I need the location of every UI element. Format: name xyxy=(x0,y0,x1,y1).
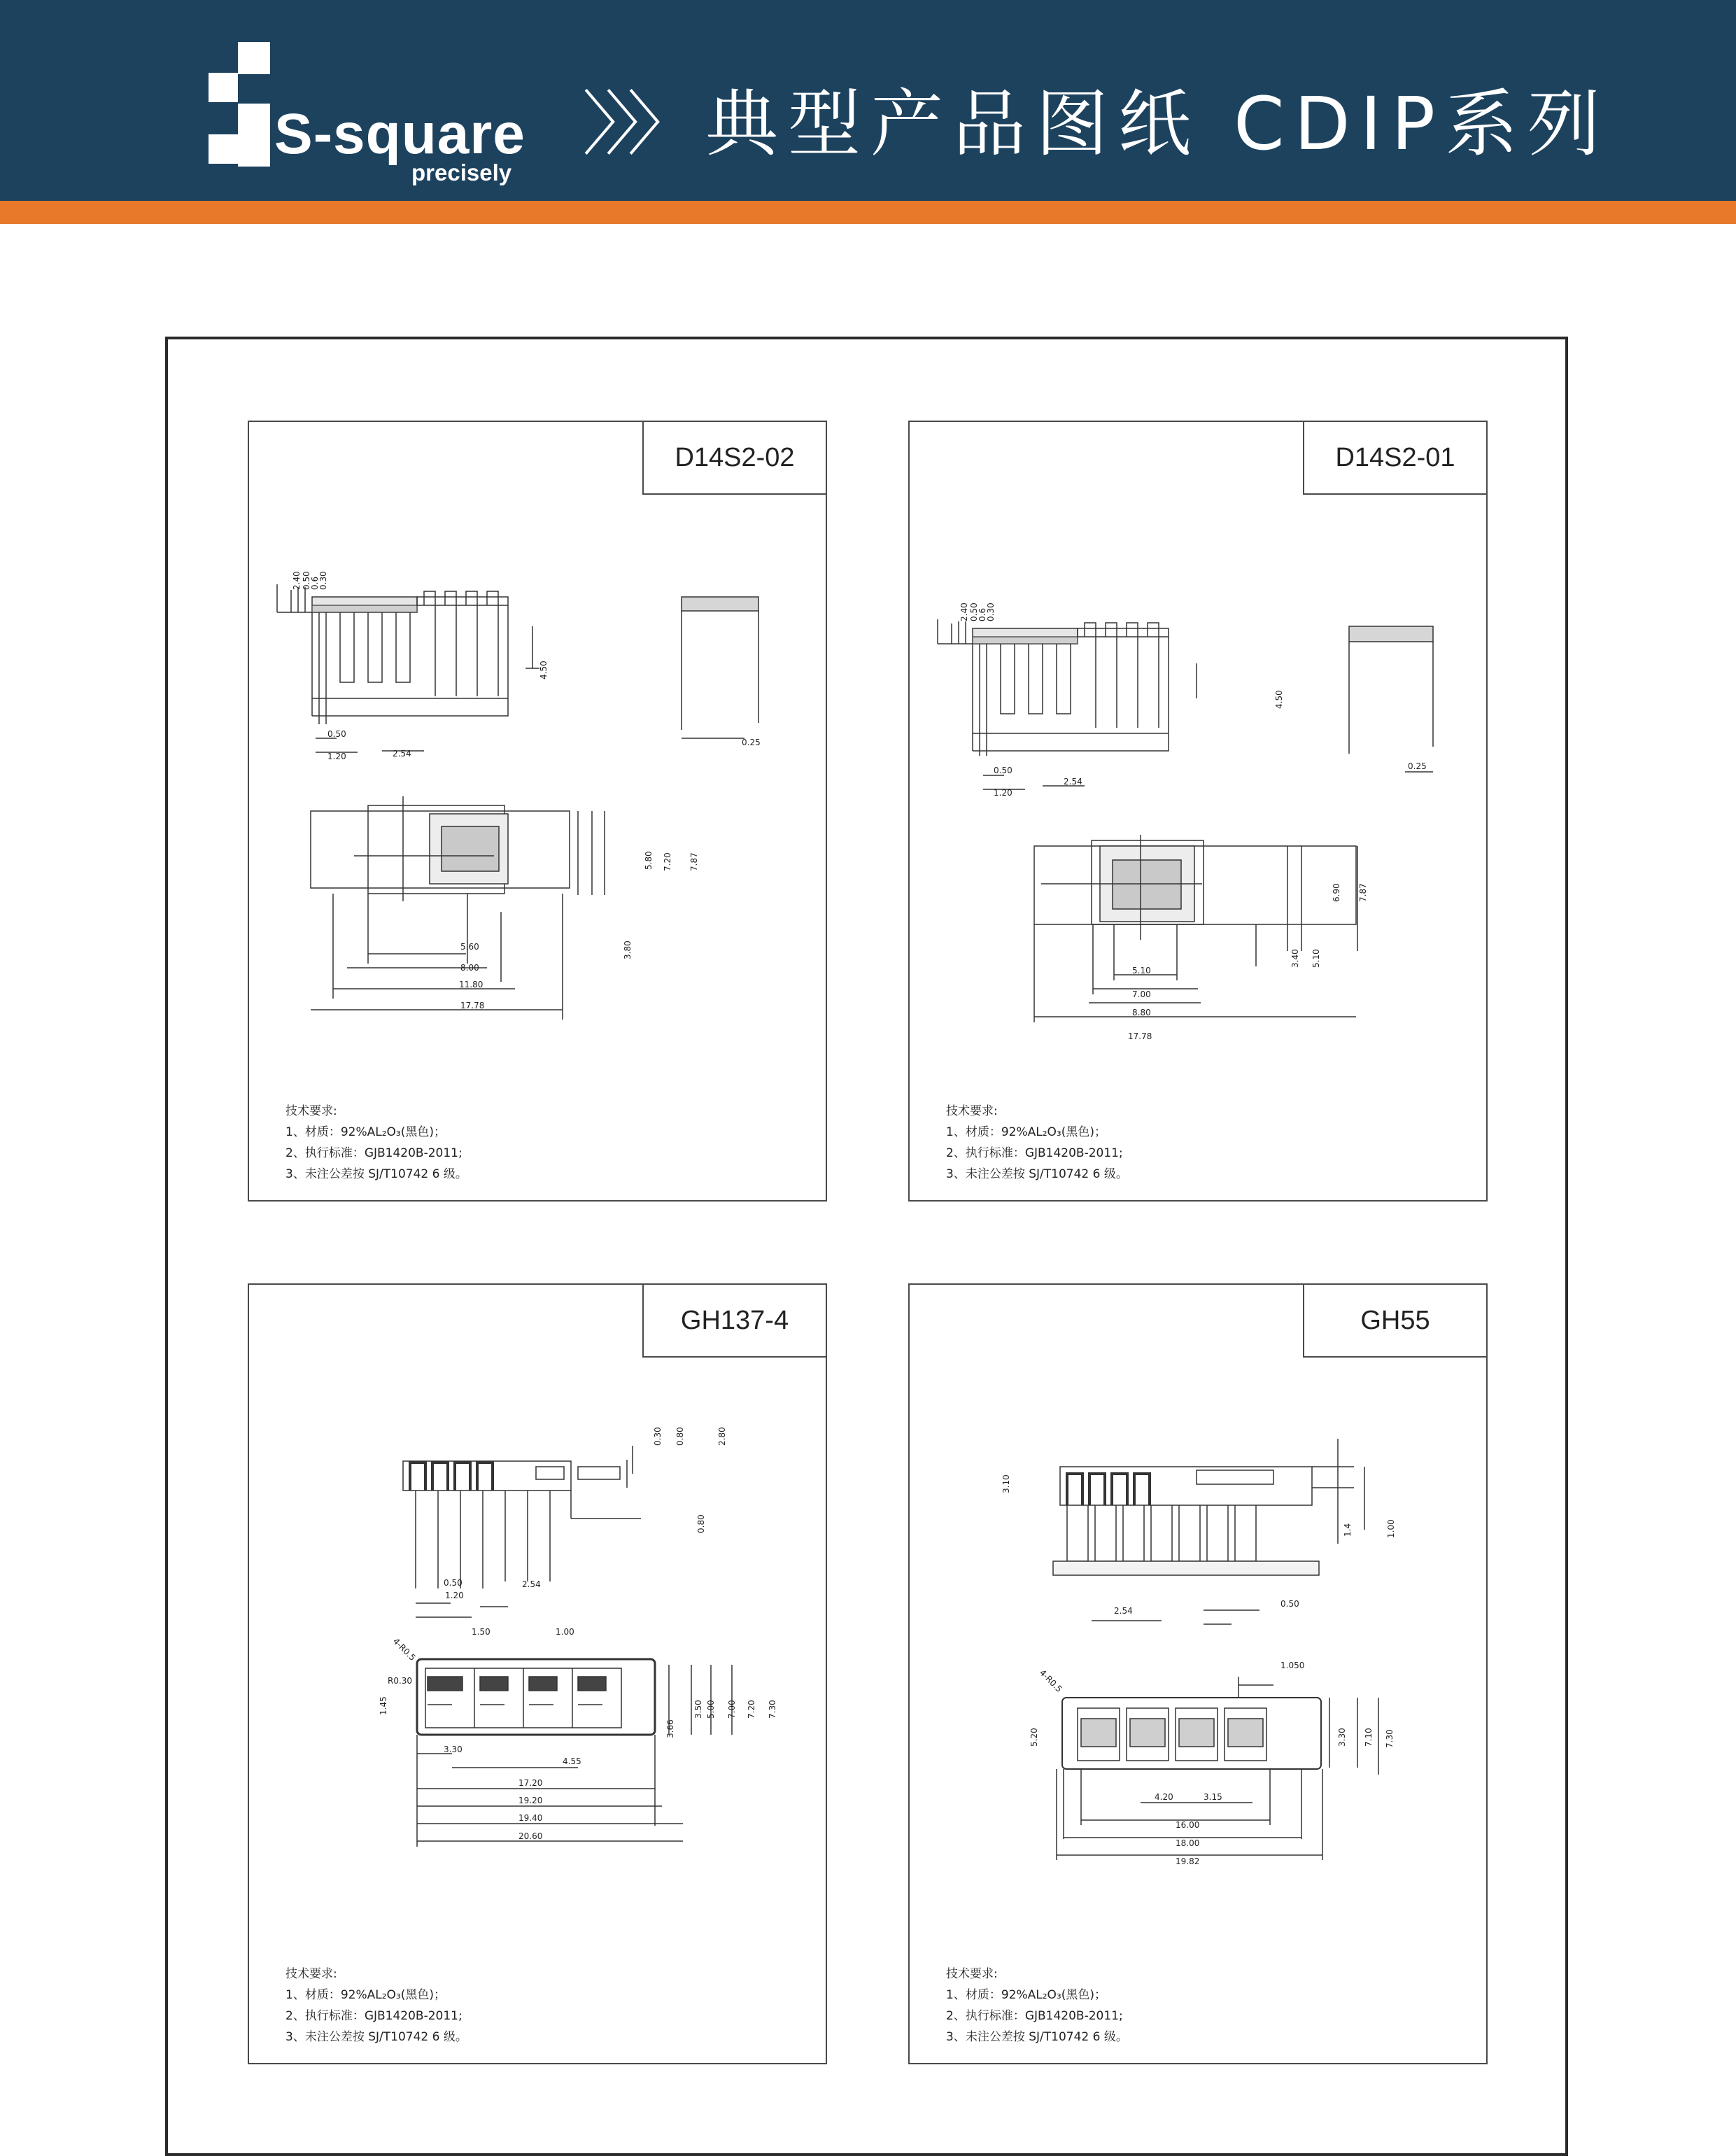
technical-notes xyxy=(285,1101,467,1185)
dim-label: 11.80 xyxy=(459,980,484,989)
dim-label: 1.45 xyxy=(379,1696,388,1715)
dim-label: 2.54 xyxy=(393,749,411,759)
dim-label: 7.87 xyxy=(689,852,699,871)
dim-label: 0.50 xyxy=(1280,1599,1299,1609)
package-drawing xyxy=(910,422,1489,1203)
dim-label: 20.60 xyxy=(518,1831,543,1841)
dim-label: 4.50 xyxy=(1274,690,1284,709)
dim-label: 7.00 xyxy=(1132,989,1151,999)
dim-label: 2.54 xyxy=(1064,777,1082,787)
panel-label: D14S2-02 xyxy=(642,421,827,495)
dim-label: 1.00 xyxy=(1386,1519,1396,1538)
dim-label: 0.6 xyxy=(978,607,987,621)
dim-label: 4-R0.5 xyxy=(390,1636,418,1663)
accent-bar xyxy=(0,201,1736,224)
dim-label: 16.00 xyxy=(1176,1820,1200,1830)
dim-label: 7.00 xyxy=(727,1700,737,1719)
dim-label: 0.50 xyxy=(327,729,346,739)
dim-label: 19.40 xyxy=(518,1813,543,1823)
dim-label: 0.30 xyxy=(318,571,328,590)
package-drawing xyxy=(910,1285,1489,2066)
drawing-panel-d14s2-01 xyxy=(908,421,1488,1202)
dim-label: 0.50 xyxy=(969,603,979,621)
dim-label: 7.20 xyxy=(747,1700,756,1719)
dim-label: 5.00 xyxy=(706,1700,716,1719)
package-drawing xyxy=(249,1285,828,2066)
notes-heading: 技术要求: xyxy=(285,1104,337,1118)
dim-label: 5.80 xyxy=(644,851,654,870)
notes-item: 1、材质：92%AL₂O₃(黑色)； xyxy=(946,1125,1106,1139)
dim-label: 19.82 xyxy=(1176,1856,1200,1866)
dim-label: 4.50 xyxy=(539,661,549,679)
dim-label: 1.050 xyxy=(1280,1661,1305,1670)
dim-label: 3.66 xyxy=(665,1719,675,1738)
dim-label: 4.20 xyxy=(1155,1792,1173,1802)
dim-label: 7.87 xyxy=(1358,883,1368,902)
panel-label: D14S2-01 xyxy=(1303,421,1488,495)
dim-label: 2.80 xyxy=(717,1427,727,1446)
dim-label: 0.25 xyxy=(742,738,761,747)
dim-label: 1.50 xyxy=(472,1627,491,1637)
dim-label: 1.00 xyxy=(556,1627,574,1637)
dim-label: 1.4 xyxy=(1343,1523,1353,1537)
page-title: 典型产品图纸 CDIP系列 xyxy=(705,81,1611,167)
notes-heading: 技术要求: xyxy=(946,1967,998,1981)
dim-label: 1.20 xyxy=(445,1591,464,1600)
dim-label: 2.40 xyxy=(292,571,302,590)
dim-label: 6.90 xyxy=(1332,883,1341,902)
header-banner xyxy=(0,0,1736,201)
notes-item: 2、执行标准：GJB1420B-2011; xyxy=(285,1146,463,1160)
dim-label: 3.40 xyxy=(1290,949,1300,968)
dim-label: 5.10 xyxy=(1132,966,1151,975)
notes-item: 1、材质：92%AL₂O₃(黑色)； xyxy=(946,1988,1106,2002)
dim-label: 8.80 xyxy=(1132,1008,1151,1017)
logo-square-1 xyxy=(238,42,270,74)
dim-label: 7.30 xyxy=(768,1700,777,1719)
notes-item: 3、未注公差按 SJ/T10742 6 级。 xyxy=(285,2030,467,2044)
notes-item: 3、未注公差按 SJ/T10742 6 级。 xyxy=(946,2030,1128,2044)
dim-label: 3.30 xyxy=(1337,1728,1347,1747)
notes-heading: 技术要求: xyxy=(946,1104,998,1118)
dim-label: 5.60 xyxy=(460,942,479,952)
dim-label: 3.50 xyxy=(693,1700,703,1719)
technical-notes xyxy=(285,1964,467,2048)
drawing-panel-d14s2-02 xyxy=(248,421,827,1202)
dim-label: 2.40 xyxy=(959,603,969,621)
dim-label: 0.30 xyxy=(986,603,996,621)
drawing-panel-gh55 xyxy=(908,1283,1488,2064)
logo-square-5 xyxy=(238,134,270,167)
dim-label: 7.30 xyxy=(1385,1729,1395,1748)
dim-label: 8.00 xyxy=(460,963,479,973)
dim-label: 0.80 xyxy=(696,1514,706,1533)
dim-label: 7.20 xyxy=(663,852,672,871)
dim-label: 1.20 xyxy=(327,752,346,761)
dim-label: 0.30 xyxy=(653,1427,663,1446)
dim-label: 0.25 xyxy=(1408,761,1427,771)
dim-label: 0.50 xyxy=(444,1578,463,1588)
notes-heading: 技术要求: xyxy=(285,1967,337,1981)
dim-label: 2.54 xyxy=(522,1579,541,1589)
notes-item: 1、材质：92%AL₂O₃(黑色)； xyxy=(285,1125,446,1139)
dim-label: 3.10 xyxy=(1001,1474,1011,1493)
panel-label: GH55 xyxy=(1303,1283,1488,1358)
notes-item: 3、未注公差按 SJ/T10742 6 级。 xyxy=(285,1167,467,1181)
panel-label: GH137-4 xyxy=(642,1283,827,1358)
dim-label: 3.15 xyxy=(1204,1792,1222,1802)
dim-label: 5.20 xyxy=(1029,1728,1039,1747)
dim-label: 4.55 xyxy=(563,1756,581,1766)
dim-label: 18.00 xyxy=(1176,1838,1200,1848)
dim-label: 0.50 xyxy=(302,571,311,590)
notes-item: 3、未注公差按 SJ/T10742 6 级。 xyxy=(946,1167,1128,1181)
dim-label: 5.10 xyxy=(1311,949,1321,968)
dim-label: 4-R0.5 xyxy=(1037,1668,1064,1694)
drawing-panel-gh137-4 xyxy=(248,1283,827,2064)
notes-item: 2、执行标准：GJB1420B-2011; xyxy=(946,2009,1123,2023)
dim-label: 3.80 xyxy=(623,940,633,959)
dim-label: 0.80 xyxy=(675,1427,685,1446)
logo-tagline: precisely xyxy=(411,160,512,185)
logo-square-4 xyxy=(209,134,238,164)
dim-label: 17.20 xyxy=(518,1778,543,1788)
notes-item: 2、执行标准：GJB1420B-2011; xyxy=(946,1146,1123,1160)
dim-label: R0.30 xyxy=(388,1676,413,1686)
chevrons-icon: 〉〉〉 xyxy=(582,83,684,165)
dim-label: 17.78 xyxy=(1128,1031,1152,1041)
dim-label: 0.50 xyxy=(994,766,1012,775)
dim-label: 1.20 xyxy=(994,788,1012,798)
dim-label: 3.30 xyxy=(444,1745,463,1754)
dim-label: 17.78 xyxy=(460,1001,485,1010)
technical-notes xyxy=(946,1101,1128,1185)
package-drawing xyxy=(249,422,828,1203)
logo-square-3 xyxy=(238,104,270,136)
notes-item: 1、材质：92%AL₂O₃(黑色)； xyxy=(285,1988,446,2002)
technical-notes xyxy=(946,1964,1128,2048)
dim-label: 0.6 xyxy=(310,576,320,590)
dim-label: 7.10 xyxy=(1364,1728,1374,1747)
logo-square-2 xyxy=(209,73,238,102)
notes-item: 2、执行标准：GJB1420B-2011; xyxy=(285,2009,463,2023)
logo-wordmark: S-square xyxy=(274,102,525,166)
dim-label: 2.54 xyxy=(1114,1606,1133,1616)
dim-label: 19.20 xyxy=(518,1796,543,1805)
